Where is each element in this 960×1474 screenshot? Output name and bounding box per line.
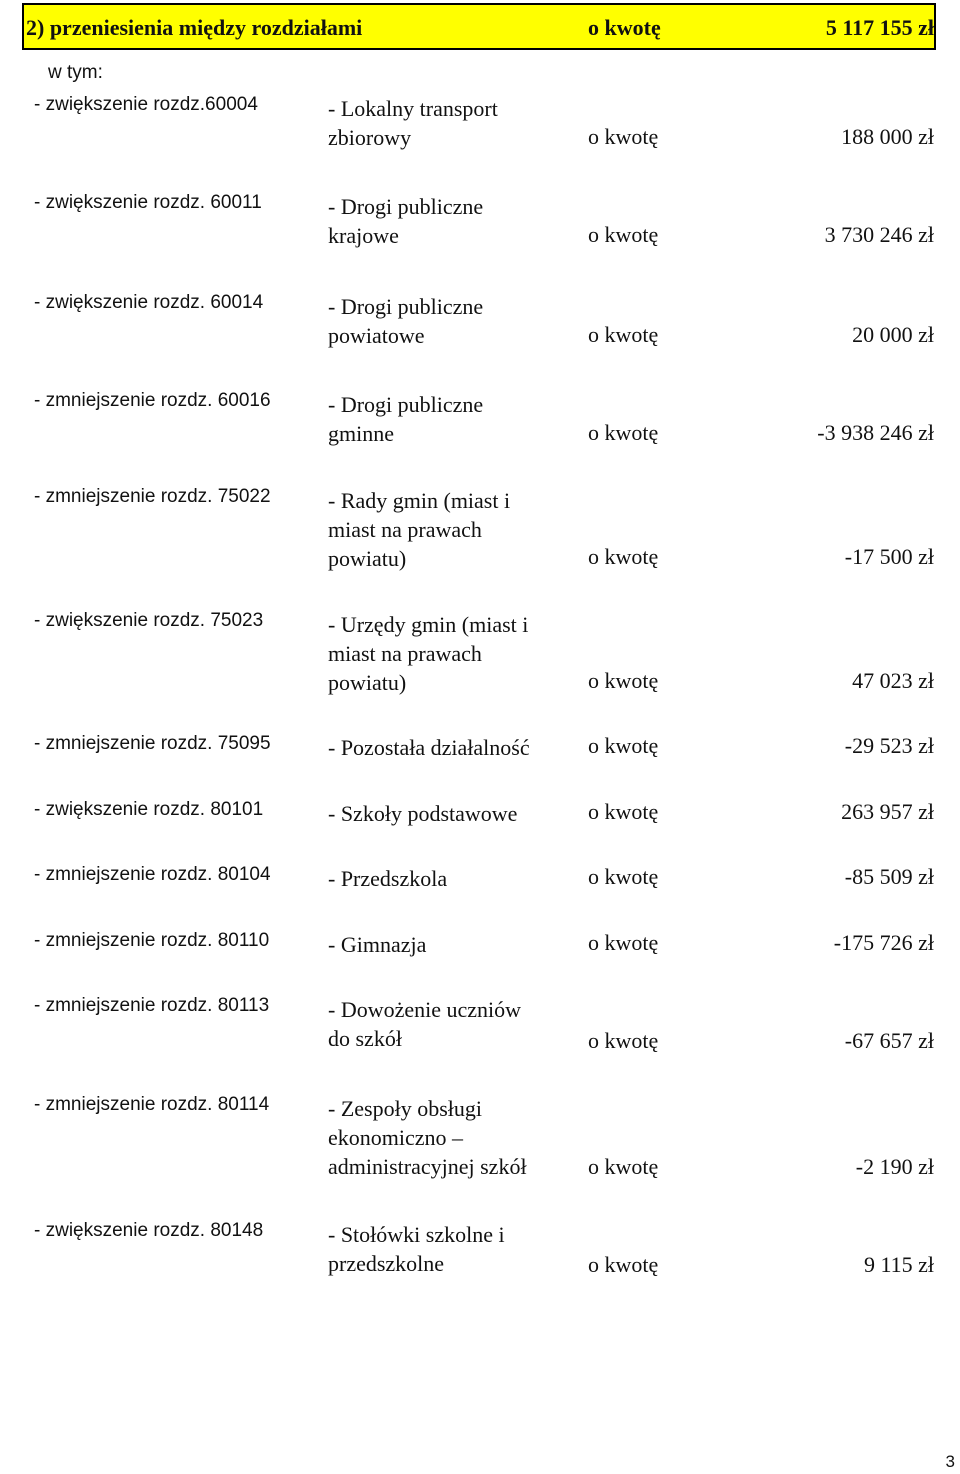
section-description xyxy=(328,292,483,350)
change-label: - zmniejszenie rozdz. 80104 xyxy=(34,864,271,885)
section-total-amount: 5 117 155 zł xyxy=(825,15,934,40)
description-line: miast na prawach xyxy=(328,641,482,666)
section-description xyxy=(328,864,447,893)
amount-value: -2 190 zł xyxy=(855,1154,934,1179)
description-line: - Dowożenie uczniów xyxy=(328,997,522,1022)
description-line: krajowe xyxy=(328,223,399,248)
okw-label: o kwotę xyxy=(588,322,659,347)
description-line: powiatu) xyxy=(328,670,407,695)
amount-value: 47 023 zł xyxy=(852,668,934,693)
okw-label: o kwotę xyxy=(588,1028,659,1053)
description-line: - Zespoły obsługi xyxy=(328,1096,482,1121)
description-line: zbiorowy xyxy=(328,125,412,150)
description-line: - Pozostała działalność xyxy=(328,735,530,760)
description-line: administracyjnej szkół xyxy=(328,1154,527,1179)
change-label: - zwiększenie rozdz. 80148 xyxy=(34,1220,264,1241)
amount-value: 9 115 zł xyxy=(863,1252,934,1277)
okw-label: o kwotę xyxy=(588,864,659,889)
change-label: - zmniejszenie rozdz. 80113 xyxy=(34,995,270,1016)
change-label: - zmniejszenie rozdz. 75022 xyxy=(34,486,271,507)
amount-value: 20 000 zł xyxy=(852,322,934,347)
change-label: - zwiększenie rozdz.60004 xyxy=(34,94,258,115)
description-line: - Drogi publiczne xyxy=(328,294,484,319)
section-description xyxy=(328,1220,505,1278)
change-label: - zmniejszenie rozdz. 80110 xyxy=(34,930,270,951)
description-line: - Gimnazja xyxy=(328,932,427,957)
section-description xyxy=(328,486,510,573)
page-number: 3 xyxy=(945,1452,955,1471)
description-line: gminne xyxy=(328,421,394,446)
okw-label: o kwotę xyxy=(588,1154,659,1179)
section-description xyxy=(328,930,426,959)
change-label: - zwiększenie rozdz. 60011 xyxy=(34,192,262,213)
amount-value: -67 657 zł xyxy=(844,1028,934,1053)
okw-label: o kwotę xyxy=(588,124,659,149)
description-line: - Rady gmin (miast i xyxy=(328,488,511,513)
section-description xyxy=(328,995,521,1053)
description-line: - Drogi publiczne xyxy=(328,392,484,417)
section-header xyxy=(22,3,936,50)
section-description xyxy=(328,733,530,762)
description-line: - Lokalny transport xyxy=(328,96,498,121)
description-line: do szkół xyxy=(328,1026,402,1051)
description-line: powiatowe xyxy=(328,323,425,348)
amount-value: -17 500 zł xyxy=(844,544,934,569)
okw-label: o kwotę xyxy=(588,420,659,445)
change-label: - zmniejszenie rozdz. 75095 xyxy=(34,733,271,754)
description-line: - Szkoły podstawowe xyxy=(328,801,518,826)
okw-label: o kwotę xyxy=(588,222,659,247)
okw-label: o kwotę xyxy=(588,930,659,955)
change-label: - zwiększenie rozdz. 80101 xyxy=(34,799,264,820)
change-label: - zwiększenie rozdz. 60014 xyxy=(34,292,264,313)
amount-value: 188 000 zł xyxy=(841,124,934,149)
okw-label: o kwotę xyxy=(588,544,659,569)
description-line: przedszkolne xyxy=(328,1251,445,1276)
description-line: ekonomiczno – xyxy=(328,1125,464,1150)
okw-label: o kwotę xyxy=(588,733,659,758)
section-okw-label: o kwotę xyxy=(588,15,661,40)
w-tym-label: w tym: xyxy=(48,62,103,83)
section-description xyxy=(328,799,517,828)
change-label: - zmniejszenie rozdz. 60016 xyxy=(34,390,271,411)
amount-value: 3 730 246 zł xyxy=(824,222,934,247)
section-description xyxy=(328,192,483,250)
amount-value: -29 523 zł xyxy=(844,733,934,758)
amount-value: 263 957 zł xyxy=(841,799,934,824)
section-description xyxy=(328,94,498,152)
section-description xyxy=(328,390,483,448)
change-label: - zmniejszenie rozdz. 80114 xyxy=(34,1094,270,1115)
okw-label: o kwotę xyxy=(588,799,659,824)
okw-label: o kwotę xyxy=(588,1252,659,1277)
section-title: 2) przeniesienia między rozdziałami xyxy=(26,15,363,40)
amount-value: -85 509 zł xyxy=(844,864,934,889)
description-line: - Przedszkola xyxy=(328,866,448,891)
description-line: miast na prawach xyxy=(328,517,482,542)
change-label: - zwiększenie rozdz. 75023 xyxy=(34,610,264,631)
description-line: - Stołówki szkolne i xyxy=(328,1222,505,1247)
description-line: powiatu) xyxy=(328,546,407,571)
section-description xyxy=(328,1094,527,1181)
description-line: - Urzędy gmin (miast i xyxy=(328,612,529,637)
amount-value: -3 938 246 zł xyxy=(817,420,934,445)
amount-value: -175 726 zł xyxy=(833,930,934,955)
okw-label: o kwotę xyxy=(588,668,659,693)
section-description xyxy=(328,610,528,697)
description-line: - Drogi publiczne xyxy=(328,194,484,219)
